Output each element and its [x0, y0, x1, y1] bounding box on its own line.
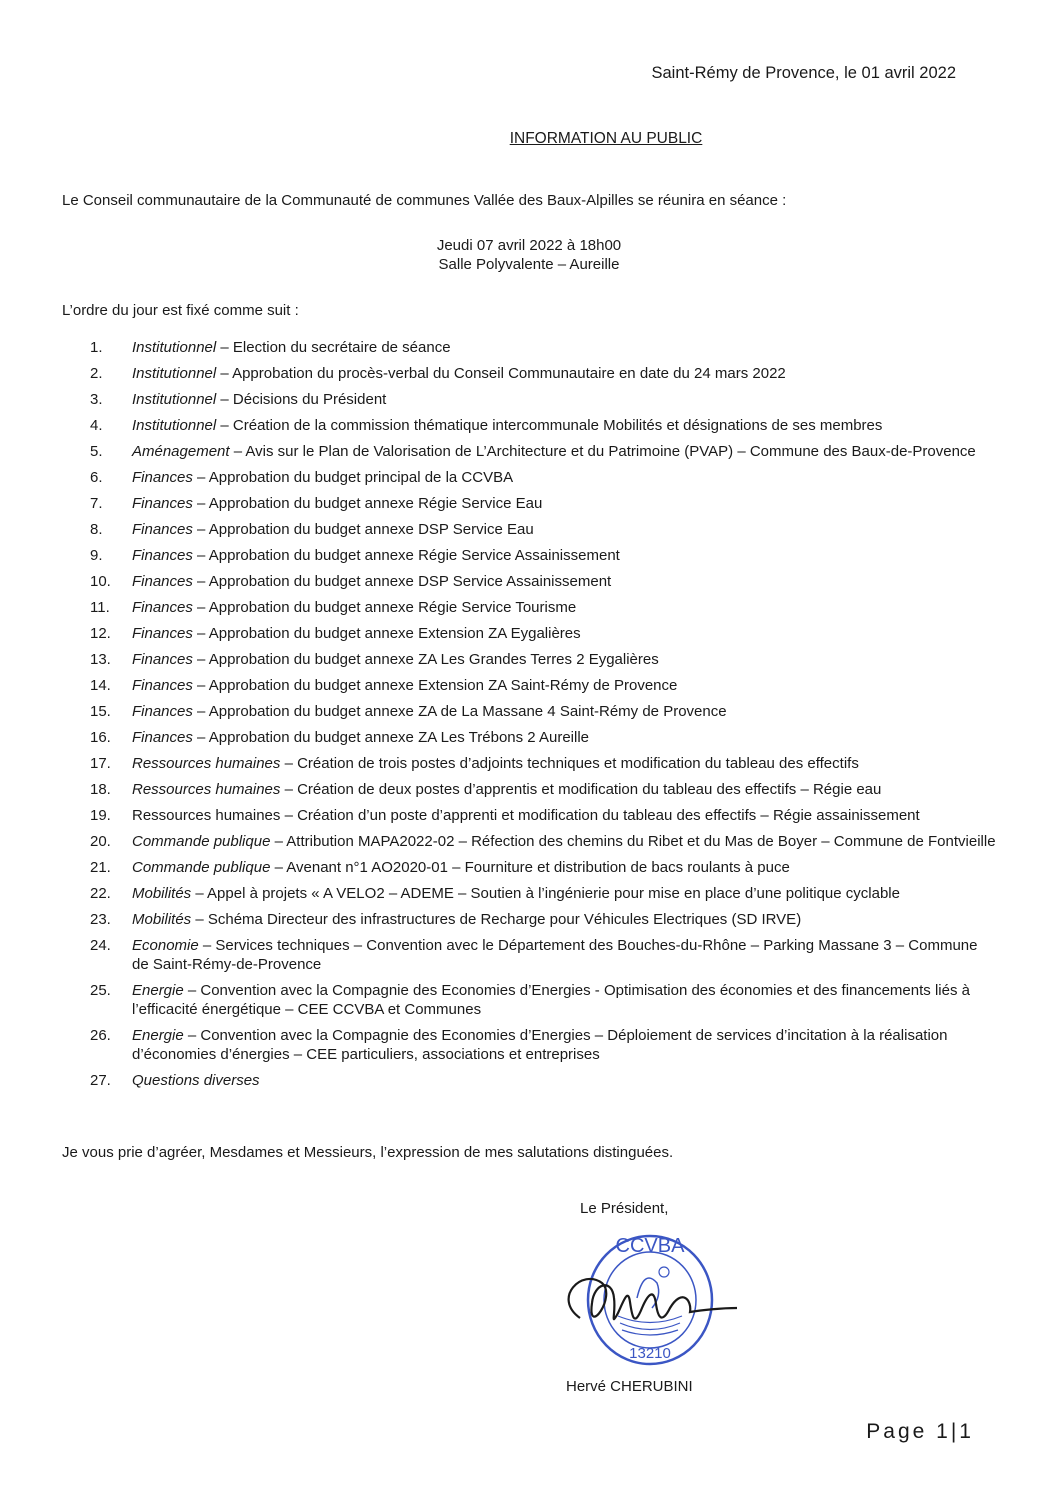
agenda-item-number: 17.: [90, 755, 111, 772]
agenda-item-category: Finances: [132, 599, 193, 616]
agenda-item-category: Aménagement: [132, 443, 230, 460]
agenda-item: [90, 676, 996, 695]
agenda-item: [90, 910, 996, 929]
agenda-item-number: 26.: [90, 1027, 111, 1044]
agenda-item-number: 3.: [90, 391, 103, 408]
agenda-item-text: – Création de trois postes d’adjoints techniques et modification du tableau des effectifs: [280, 755, 859, 772]
agenda-item-category: Institutionnel: [132, 365, 217, 382]
agenda-item-text: – Approbation du budget annexe Régie Service Eau: [192, 495, 543, 512]
agenda-item: [90, 981, 996, 1019]
meeting-location: Salle Polyvalente – Aureille: [438, 256, 620, 273]
agenda-item-category: Finances: [132, 703, 193, 720]
page-number: Page 1|1: [866, 1420, 974, 1443]
president-title: Le Président,: [580, 1200, 669, 1217]
agenda-item-category: Mobilités: [132, 911, 192, 928]
agenda-intro: L’ordre du jour est fixé comme suit :: [62, 302, 299, 319]
agenda-item-category: Commande publique: [132, 833, 271, 850]
agenda-item: [90, 832, 996, 851]
agenda-item-text: – Election du secrétaire de séance: [216, 339, 451, 356]
agenda-item-text: – Appel à projets « A VELO2 – ADEME – Soutien à l’ingénierie pour mise en place d’une politique cyclable: [191, 885, 900, 902]
agenda-item-category: Questions diverses: [132, 1072, 260, 1089]
agenda-item-number: 6.: [90, 469, 103, 486]
agenda-item-category: Finances: [132, 677, 193, 694]
meeting-info: [0, 236, 1058, 274]
intro-text: Le Conseil communautaire de la Communauté de communes Vallée des Baux-Alpilles se réunira en séance :: [62, 192, 787, 209]
agenda-item: [90, 338, 996, 357]
agenda-item: [90, 546, 996, 565]
agenda-item: [90, 468, 996, 487]
agenda-item-category: Finances: [132, 573, 193, 590]
agenda-item-category: Finances: [132, 729, 193, 746]
agenda-item-text: – Approbation du budget annexe Extension ZA Eygalières: [192, 625, 581, 642]
agenda-item-text: – Création de deux postes d’apprentis et modification du tableau des effectifs – Régie eau: [280, 781, 882, 798]
agenda-item-number: 12.: [90, 625, 111, 642]
agenda-item-number: 7.: [90, 495, 103, 512]
agenda-item: [90, 624, 996, 643]
agenda-item-text: – Approbation du budget annexe ZA Les Trébons 2 Aureille: [192, 729, 589, 746]
agenda-item: [90, 936, 996, 974]
agenda-item-category: Institutionnel: [132, 417, 217, 434]
agenda-item-category: Energie: [132, 1027, 184, 1044]
agenda-item-category: Finances: [132, 651, 193, 668]
agenda-item-text: – Attribution MAPA2022-02 – Réfection des chemins du Ribet et du Mas de Boyer – Commune de Fontvieille: [270, 833, 996, 850]
agenda-item: [90, 572, 996, 591]
agenda-item-text: – Approbation du budget principal de la CCVBA: [192, 469, 514, 486]
agenda-item: [90, 780, 996, 799]
agenda-item-category: Ressources humaines: [132, 781, 281, 798]
agenda-item-text: – Services techniques – Convention avec le Département des Bouches-du-Rhône – Parking Massane 3 – Commune de Saint-Rémy-de-Provence: [132, 937, 978, 973]
agenda-item-text: – Création de la commission thématique intercommunale Mobilités et désignations de ses membres: [216, 417, 883, 434]
closing-text: Je vous prie d’agréer, Mesdames et Messieurs, l’expression de mes salutations distinguées.: [62, 1144, 674, 1161]
agenda-item: [90, 364, 996, 383]
agenda-item-category: Finances: [132, 469, 193, 486]
agenda-item-text: – Approbation du budget annexe ZA Les Grandes Terres 2 Eygalières: [192, 651, 659, 668]
agenda-item-text: – Approbation du budget annexe ZA de La Massane 4 Saint-Rémy de Provence: [192, 703, 727, 720]
signer-name: Hervé CHERUBINI: [566, 1378, 693, 1395]
agenda-item: [90, 494, 996, 513]
agenda-item-number: 23.: [90, 911, 111, 928]
agenda-item: [90, 806, 996, 825]
agenda-item-text: – Avis sur le Plan de Valorisation de L’Architecture et du Patrimoine (PVAP) – Commune des Baux-de-Provence: [229, 443, 976, 460]
agenda-item-number: 4.: [90, 417, 103, 434]
agenda-item-number: 13.: [90, 651, 111, 668]
agenda-item: [90, 442, 996, 461]
agenda-item-number: 14.: [90, 677, 111, 694]
agenda-item-category: Finances: [132, 521, 193, 538]
meeting-datetime: Jeudi 07 avril 2022 à 18h00: [436, 237, 622, 254]
agenda-item: [90, 702, 996, 721]
agenda-item: [90, 1071, 996, 1090]
agenda-list: [90, 338, 996, 1097]
agenda-item-number: 20.: [90, 833, 111, 850]
agenda-item-number: 5.: [90, 443, 103, 460]
agenda-item-number: 2.: [90, 365, 103, 382]
svg-text:13210: 13210: [629, 1345, 671, 1362]
agenda-item-number: 8.: [90, 521, 103, 538]
agenda-item-number: 27.: [90, 1072, 111, 1089]
stamp-signature-icon: [532, 1228, 742, 1378]
agenda-item-category: Finances: [132, 547, 193, 564]
agenda-item-category: Institutionnel: [132, 391, 217, 408]
agenda-item-number: 21.: [90, 859, 111, 876]
agenda-item-number: 22.: [90, 885, 111, 902]
agenda-item-text: Ressources humaines – Création d’un poste d’apprenti et modification du tableau des effectifs – Régie assainissement: [132, 807, 920, 824]
agenda-item-text: – Avenant n°1 AO2020-01 – Fourniture et distribution de bacs roulants à puce: [270, 859, 790, 876]
agenda-item-text: – Approbation du budget annexe DSP Service Eau: [192, 521, 534, 538]
agenda-item-number: 1.: [90, 339, 103, 356]
agenda-item: [90, 598, 996, 617]
agenda-item-number: 25.: [90, 982, 111, 999]
agenda-item-text: – Approbation du budget annexe Extension ZA Saint-Rémy de Provence: [192, 677, 678, 694]
agenda-item-category: Institutionnel: [132, 339, 217, 356]
agenda-item-number: 9.: [90, 547, 103, 564]
agenda-item-number: 19.: [90, 807, 111, 824]
agenda-item-number: 11.: [90, 599, 110, 616]
agenda-item-category: Economie: [132, 937, 199, 954]
agenda-item-text: – Approbation du budget annexe DSP Service Assainissement: [192, 573, 612, 590]
agenda-item: [90, 1026, 996, 1064]
agenda-item: [90, 884, 996, 903]
agenda-item-text: – Approbation du budget annexe Régie Service Tourisme: [192, 599, 577, 616]
agenda-item-text: – Convention avec la Compagnie des Economies d’Energies – Déploiement de services d’incitation à la réalisation d’économies d’énergies – CEE particuliers, associations et entreprises: [132, 1027, 948, 1063]
agenda-item-text: – Approbation du budget annexe Régie Service Assainissement: [192, 547, 620, 564]
agenda-item: [90, 650, 996, 669]
agenda-item-category: Mobilités: [132, 885, 192, 902]
agenda-item-category: Commande publique: [132, 859, 271, 876]
agenda-item-number: 24.: [90, 937, 111, 954]
agenda-item-text: – Convention avec la Compagnie des Economies d’Energies - Optimisation des économies et des financements liés à l’efficacité énergétique – CEE CCVBA et Communes: [132, 982, 970, 1018]
agenda-item-text: – Décisions du Président: [216, 391, 387, 408]
agenda-item-category: Ressources humaines: [132, 755, 281, 772]
svg-text:CCVBA: CCVBA: [615, 1235, 685, 1257]
agenda-item: [90, 858, 996, 877]
agenda-item-number: 15.: [90, 703, 111, 720]
agenda-item-text: – Schéma Directeur des infrastructures de Recharge pour Véhicules Electriques (SD IRVE): [191, 911, 802, 928]
agenda-item-category: Finances: [132, 495, 193, 512]
agenda-item-number: 18.: [90, 781, 111, 798]
agenda-item: [90, 520, 996, 539]
agenda-item-number: 16.: [90, 729, 111, 746]
agenda-item: [90, 390, 996, 409]
agenda-item: [90, 416, 996, 435]
agenda-item-number: 10.: [90, 573, 111, 590]
agenda-item: [90, 728, 996, 747]
agenda-item-text: – Approbation du procès-verbal du Conseil Communautaire en date du 24 mars 2022: [216, 365, 786, 382]
document-title: INFORMATION AU PUBLIC: [509, 130, 703, 147]
agenda-item-category: Finances: [132, 625, 193, 642]
agenda-item-category: Energie: [132, 982, 184, 999]
place-date: Saint-Rémy de Provence, le 01 avril 2022: [651, 64, 956, 82]
agenda-item: [90, 754, 996, 773]
